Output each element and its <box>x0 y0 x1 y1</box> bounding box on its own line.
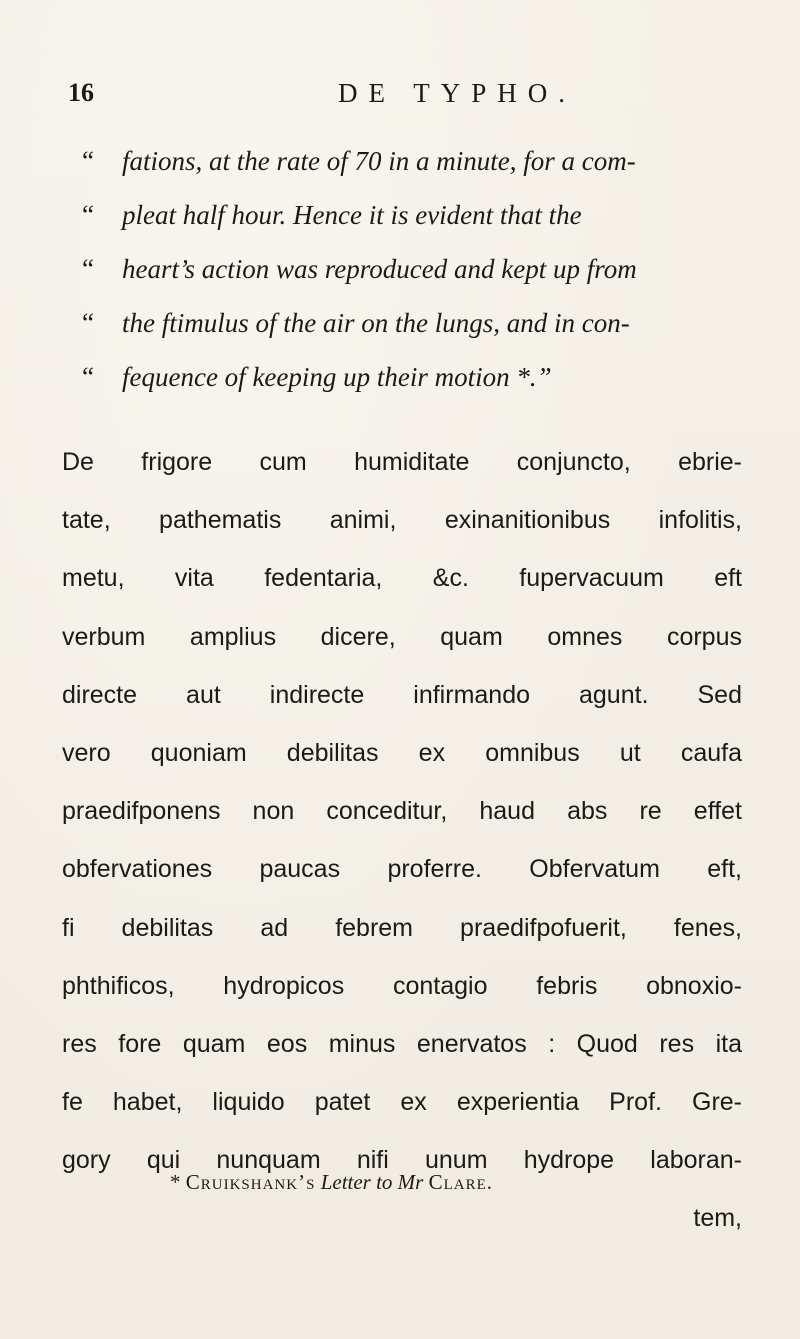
catchword: tem, <box>693 1204 742 1233</box>
body-line: verbum amplius dicere, quam omnes corpus <box>62 622 742 651</box>
footnote <box>170 1170 493 1195</box>
quote-line-text: pleat half hour. Hence it is evident that the <box>122 200 582 230</box>
body-line: phthificos, hydropicos contagio febris obnoxio- <box>62 971 742 1000</box>
quote-line-text: heart’s action was reproduced and kept up from <box>122 254 637 284</box>
quoted-passage <box>82 134 742 404</box>
opening-quote-mark: “ <box>82 362 94 392</box>
opening-quote-mark: “ <box>82 254 94 284</box>
body-line: metu, vita fedentaria, &c. fupervacuum eft <box>62 564 742 593</box>
quote-line-text: fations, at the rate of 70 in a minute, for a com- <box>122 146 636 176</box>
page-number: 16 <box>68 78 94 107</box>
quote-line-text: the ftimulus of the air on the lungs, and in con- <box>122 308 630 338</box>
running-title: DE TYPHO. <box>338 78 577 108</box>
opening-quote-mark: “ <box>82 146 94 176</box>
footnote-author: Cruikshank’s <box>185 1170 316 1194</box>
quote-line-text: fequence of keeping up their motion *.” <box>122 362 552 392</box>
body-line: De frigore cum humiditate conjuncto, ebrie- <box>62 448 742 476</box>
quote-line <box>82 134 742 188</box>
quote-line <box>82 242 742 296</box>
body-paragraph <box>62 433 742 1248</box>
quote-line <box>82 296 742 350</box>
footnote-recipient: Clare. <box>428 1170 494 1194</box>
opening-quote-mark: “ <box>82 308 94 338</box>
body-line: fi debilitas ad febrem praedifpofuerit, fenes, <box>62 913 742 942</box>
body-line: vero quoniam debilitas ex omnibus ut caufa <box>62 738 742 767</box>
opening-quote-mark: “ <box>82 200 94 230</box>
body-line: res fore quam eos minus enervatos : Quod res ita <box>62 1029 742 1058</box>
page-header <box>68 78 728 118</box>
footnote-marker: * <box>170 1170 181 1194</box>
footnote-title: Letter to Mr <box>320 1170 424 1194</box>
body-line: tate, pathematis animi, exinanitionibus infolitis, <box>62 506 742 535</box>
body-line: fe habet, liquido patet ex experientia Prof. Gre- <box>62 1088 742 1117</box>
body-line: directe aut indirecte infirmando agunt. Sed <box>62 680 742 709</box>
body-line: gory qui nunquam nifi unum hydrope laboran- <box>62 1146 742 1175</box>
quote-line <box>82 188 742 242</box>
quote-line <box>82 350 742 404</box>
body-line: praedifponens non conceditur, haud abs re effet <box>62 797 742 826</box>
body-line: obfervationes paucas proferre. Obfervatum eft, <box>62 855 742 884</box>
